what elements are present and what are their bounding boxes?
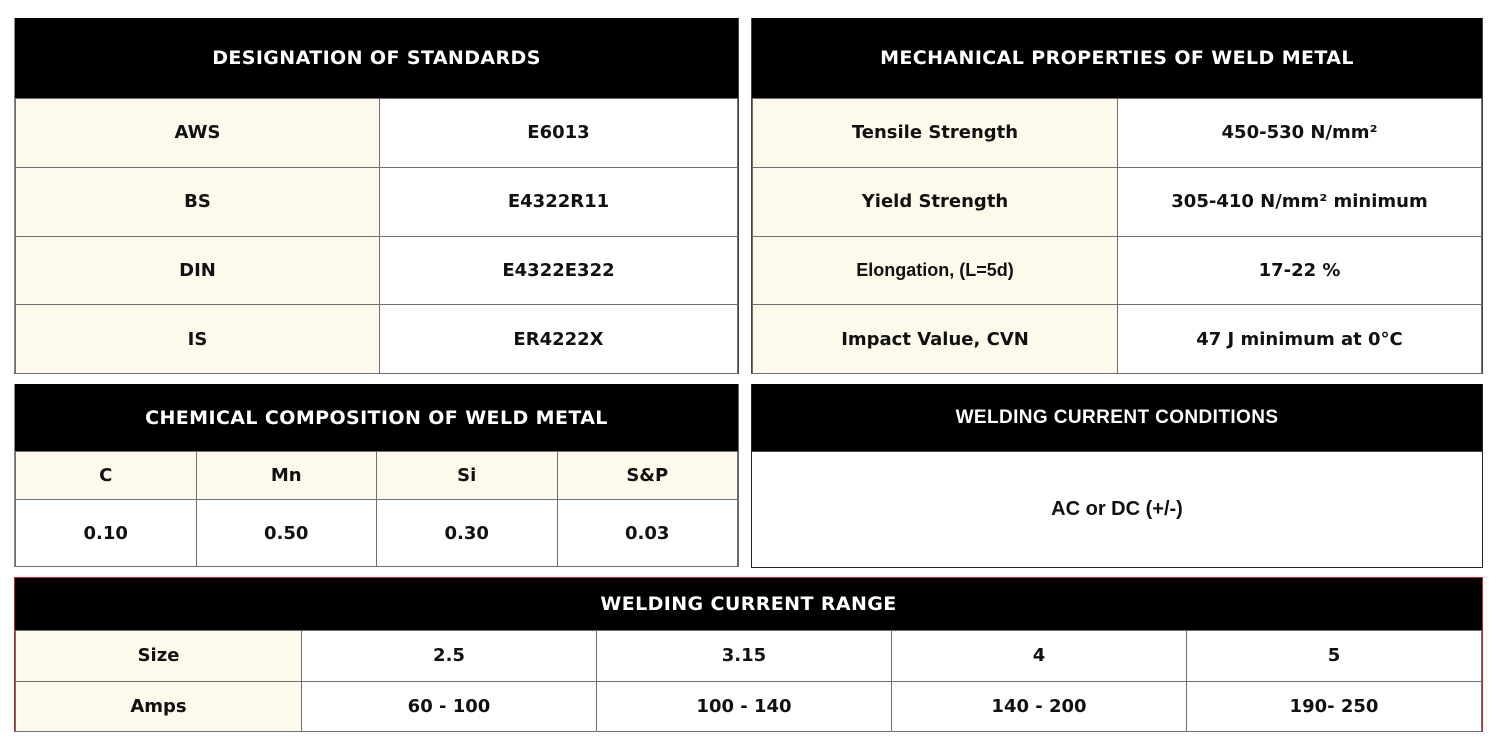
amps-value: 190- 250	[1187, 681, 1482, 732]
table-header-row	[16, 452, 738, 500]
conditions-title: WELDING CURRENT CONDITIONS	[752, 384, 1482, 451]
standards-table	[15, 98, 738, 374]
table-row	[16, 500, 738, 567]
range-table	[15, 630, 1482, 732]
standards-title: DESIGNATION OF STANDARDS	[15, 18, 738, 98]
chemical-table	[15, 451, 738, 567]
size-value: 4	[892, 631, 1187, 682]
element-header: S&P	[557, 452, 738, 500]
table-row	[753, 305, 1482, 374]
table-row	[753, 167, 1482, 236]
size-value: 5	[1187, 631, 1482, 682]
property-value: 47 J minimum at 0°C	[1118, 305, 1482, 374]
table-row	[16, 99, 738, 168]
welding-conditions-panel	[751, 384, 1483, 568]
standard-label: AWS	[16, 99, 380, 168]
standard-value: E4322E322	[380, 236, 738, 305]
table-row	[753, 99, 1482, 168]
table-row	[16, 305, 738, 374]
table-row	[16, 236, 738, 305]
mechanical-properties-panel	[751, 18, 1483, 374]
range-title: WELDING CURRENT RANGE	[15, 578, 1482, 630]
table-row	[16, 681, 1482, 732]
property-value: 450-530 N/mm²	[1118, 99, 1482, 168]
table-row	[753, 236, 1482, 305]
property-label: Yield Strength	[753, 167, 1118, 236]
element-header: Si	[377, 452, 558, 500]
amps-value: 60 - 100	[302, 681, 597, 732]
chemical-title: CHEMICAL COMPOSITION OF WELD METAL	[15, 384, 738, 451]
standard-label: BS	[16, 167, 380, 236]
table-row	[16, 167, 738, 236]
standard-value: E6013	[380, 99, 738, 168]
property-label: Tensile Strength	[753, 99, 1118, 168]
welding-current-range-panel	[14, 577, 1483, 732]
size-label: Size	[16, 631, 302, 682]
mechanical-title: MECHANICAL PROPERTIES OF WELD METAL	[752, 18, 1482, 98]
size-value: 3.15	[597, 631, 892, 682]
property-label: Impact Value, CVN	[753, 305, 1118, 374]
standard-value: E4322R11	[380, 167, 738, 236]
standard-value: ER4222X	[380, 305, 738, 374]
element-value: 0.30	[377, 500, 558, 567]
mechanical-table	[752, 98, 1482, 374]
property-label: Elongation, (L=5d)	[753, 236, 1118, 305]
table-row	[16, 631, 1482, 682]
size-value: 2.5	[302, 631, 597, 682]
property-value: 305-410 N/mm² minimum	[1118, 167, 1482, 236]
element-header: C	[16, 452, 197, 500]
element-value: 0.10	[16, 500, 197, 567]
conditions-value: AC or DC (+/-)	[752, 451, 1482, 567]
standard-label: IS	[16, 305, 380, 374]
element-value: 0.03	[557, 500, 738, 567]
chemical-composition-panel	[14, 384, 739, 567]
amps-value: 140 - 200	[892, 681, 1187, 732]
standards-panel	[14, 18, 739, 374]
amps-value: 100 - 140	[597, 681, 892, 732]
element-value: 0.50	[196, 500, 377, 567]
standard-label: DIN	[16, 236, 380, 305]
amps-label: Amps	[16, 681, 302, 732]
property-value: 17-22 %	[1118, 236, 1482, 305]
element-header: Mn	[196, 452, 377, 500]
